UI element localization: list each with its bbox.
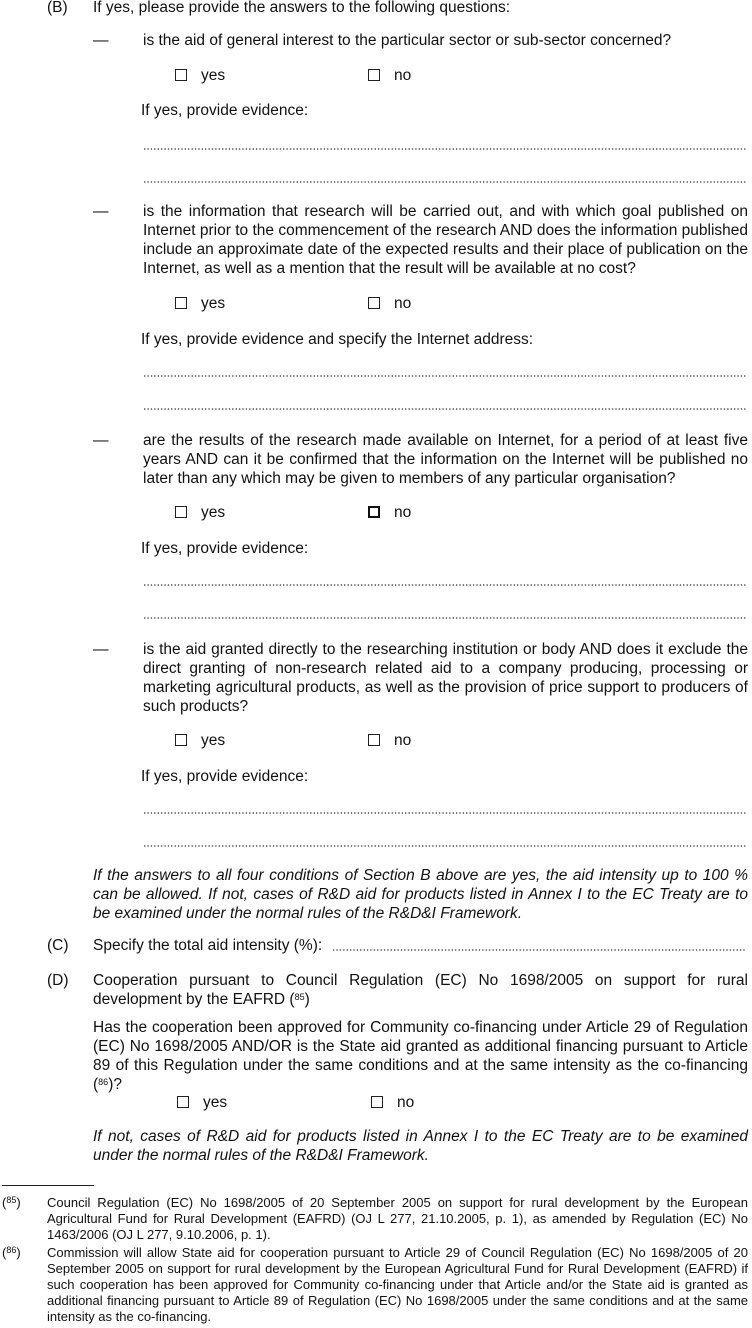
footnote-85-text: Council Regulation (EC) No 1698/2005 of 20 September 2005 on support for rural development by the European Agricultural Fund for Rural Development (EAFRD) (OJ L 277, 21.10.2005, p. 1), as amended by Regulation (EC) No 1463/2006 (OJ L 277, 9.10.2006, p. 1). xyxy=(47,1195,748,1242)
q1-evidence-line-2[interactable] xyxy=(143,181,746,183)
q2-no-option[interactable] xyxy=(368,294,411,313)
section-d-question-end: )? xyxy=(108,1076,122,1093)
q4-yes-checkbox[interactable] xyxy=(175,734,187,746)
q2-no-label: no xyxy=(394,295,412,312)
section-c-text: Specify the total aid intensity (%): xyxy=(93,937,323,954)
q1-no-label: no xyxy=(394,67,412,84)
section-d-label: (D) xyxy=(47,972,69,989)
q4-no-option[interactable] xyxy=(368,731,411,750)
q3-yes-option[interactable] xyxy=(175,503,225,522)
q2-evidence-line-2[interactable] xyxy=(143,408,746,410)
section-d-title xyxy=(93,971,748,1009)
section-d-note: If not, cases of R&D aid for products listed in Annex I to the EC Treaty are to be examined under the normal rules of the R&D&I Framework. xyxy=(93,1128,748,1164)
question-dash: — xyxy=(93,641,109,658)
q2-no-checkbox[interactable] xyxy=(368,297,380,309)
question-3-text: are the results of the research made available on Internet, for a period of at least five years AND can it be confirmed that the information on the Internet will be published no later than any which may be given to members of any particular organisation? xyxy=(143,432,748,487)
footnote-86-marker: ($^{86}$) xyxy=(2,1245,21,1260)
q1-evidence-label: If yes, provide evidence: xyxy=(141,102,309,119)
section-c-label: (C) xyxy=(47,937,69,954)
q1-no-option[interactable] xyxy=(368,66,411,85)
q2-evidence-label: If yes, provide evidence and specify the Internet address: xyxy=(141,331,534,348)
q3-yes-label: yes xyxy=(201,504,226,521)
q4-yes-option[interactable] xyxy=(175,731,225,750)
question-4-text: is the aid granted directly to the researching institution or body AND does it exclude the direct granting of non-research related aid to a company producing, processing or marketing agricultural products, as well as the provision of price support to producers of such products? xyxy=(143,641,748,715)
d-yes-label: yes xyxy=(203,1094,228,1111)
q2-evidence-line-1[interactable] xyxy=(143,375,746,377)
q1-yes-option[interactable] xyxy=(175,66,225,85)
q3-no-checkbox[interactable] xyxy=(368,506,380,518)
question-dash: — xyxy=(93,432,109,449)
d-yes-checkbox[interactable] xyxy=(177,1096,189,1108)
q3-evidence-line-2[interactable] xyxy=(143,617,746,619)
section-b-note: If the answers to all four conditions of Section B above are yes, the aid intensity up to 100 % can be allowed. If not, cases of R&D aid for products listed in Annex I to the EC Treaty are to be examined under the normal rules of the R&D&I Framework. xyxy=(93,867,748,922)
footnote-86-text: Commission will allow State aid for cooperation pursuant to Article 29 of Council Regulation (EC) No 1698/2005 of 20 September 2005 on support for rural development by the European Agricultural Fund for Rural Development (EAFRD) if such cooperation has been approved for Community co-financing under that Article and/or the State aid is granted as additional financing pursuant to Article 89 of Regulation (EC) No 1698/2005 under the same conditions and at the same intensity as the co-financing. xyxy=(47,1245,748,1324)
q3-evidence-label: If yes, provide evidence: xyxy=(141,540,309,557)
q4-no-label: no xyxy=(394,732,412,749)
q2-yes-option[interactable] xyxy=(175,294,225,313)
question-1-text: is the aid of general interest to the particular sector or sub-sector concerned? xyxy=(143,32,672,49)
section-d-question xyxy=(93,1018,748,1094)
d-yes-option[interactable] xyxy=(177,1093,227,1112)
q4-no-checkbox[interactable] xyxy=(368,734,380,746)
section-d-question-text: Has the cooperation been approved for Community co-financing under Article 29 of Regulation (EC) No 1698/2005 AND/OR is the State aid granted as additional financing pursuant to Article 89 of this Regulation under the same conditions and at the same intensity as the co-financing ( xyxy=(93,1019,748,1093)
section-d-title-text: Cooperation pursuant to Council Regulation (EC) No 1698/2005 on support for rural development by the EAFRD ( xyxy=(93,972,748,1008)
q3-no-option[interactable] xyxy=(368,503,411,522)
section-d-title-end: ) xyxy=(304,991,310,1008)
question-dash: — xyxy=(93,32,109,49)
section-b-intro: If yes, please provide the answers to the following questions: xyxy=(93,0,511,16)
q1-yes-label: yes xyxy=(201,67,226,84)
d-no-checkbox[interactable] xyxy=(371,1096,383,1108)
q1-no-checkbox[interactable] xyxy=(368,69,380,81)
footnote-85-marker: ($^{85}$) xyxy=(2,1195,21,1210)
section-b-label: (B) xyxy=(47,0,68,16)
question-2-text: is the information that research will be carried out, and with which goal published on Internet prior to the commencement of the research AND does the information published include an approximate date of the expected results and their place of publication on the Internet, as well as a mention that the result will be available at no cost? xyxy=(143,203,748,277)
aid-intensity-field[interactable] xyxy=(332,949,746,951)
d-no-option[interactable] xyxy=(371,1093,414,1112)
q4-evidence-label: If yes, provide evidence: xyxy=(141,768,309,785)
q1-yes-checkbox[interactable] xyxy=(175,69,187,81)
q4-evidence-line-1[interactable] xyxy=(143,812,746,814)
q1-evidence-line-1[interactable] xyxy=(143,148,746,150)
q3-yes-checkbox[interactable] xyxy=(175,506,187,518)
footnote-ref-86[interactable]: 86 xyxy=(98,1077,109,1087)
q4-yes-label: yes xyxy=(201,732,226,749)
d-no-label: no xyxy=(397,1094,415,1111)
footnote-separator xyxy=(2,1185,94,1186)
q3-no-label: no xyxy=(394,504,412,521)
question-dash: — xyxy=(93,203,109,220)
q4-evidence-line-2[interactable] xyxy=(143,845,746,847)
q3-evidence-line-1[interactable] xyxy=(143,584,746,586)
footnote-ref-85[interactable]: 85 xyxy=(294,992,305,1002)
q2-yes-label: yes xyxy=(201,295,226,312)
q2-yes-checkbox[interactable] xyxy=(175,297,187,309)
